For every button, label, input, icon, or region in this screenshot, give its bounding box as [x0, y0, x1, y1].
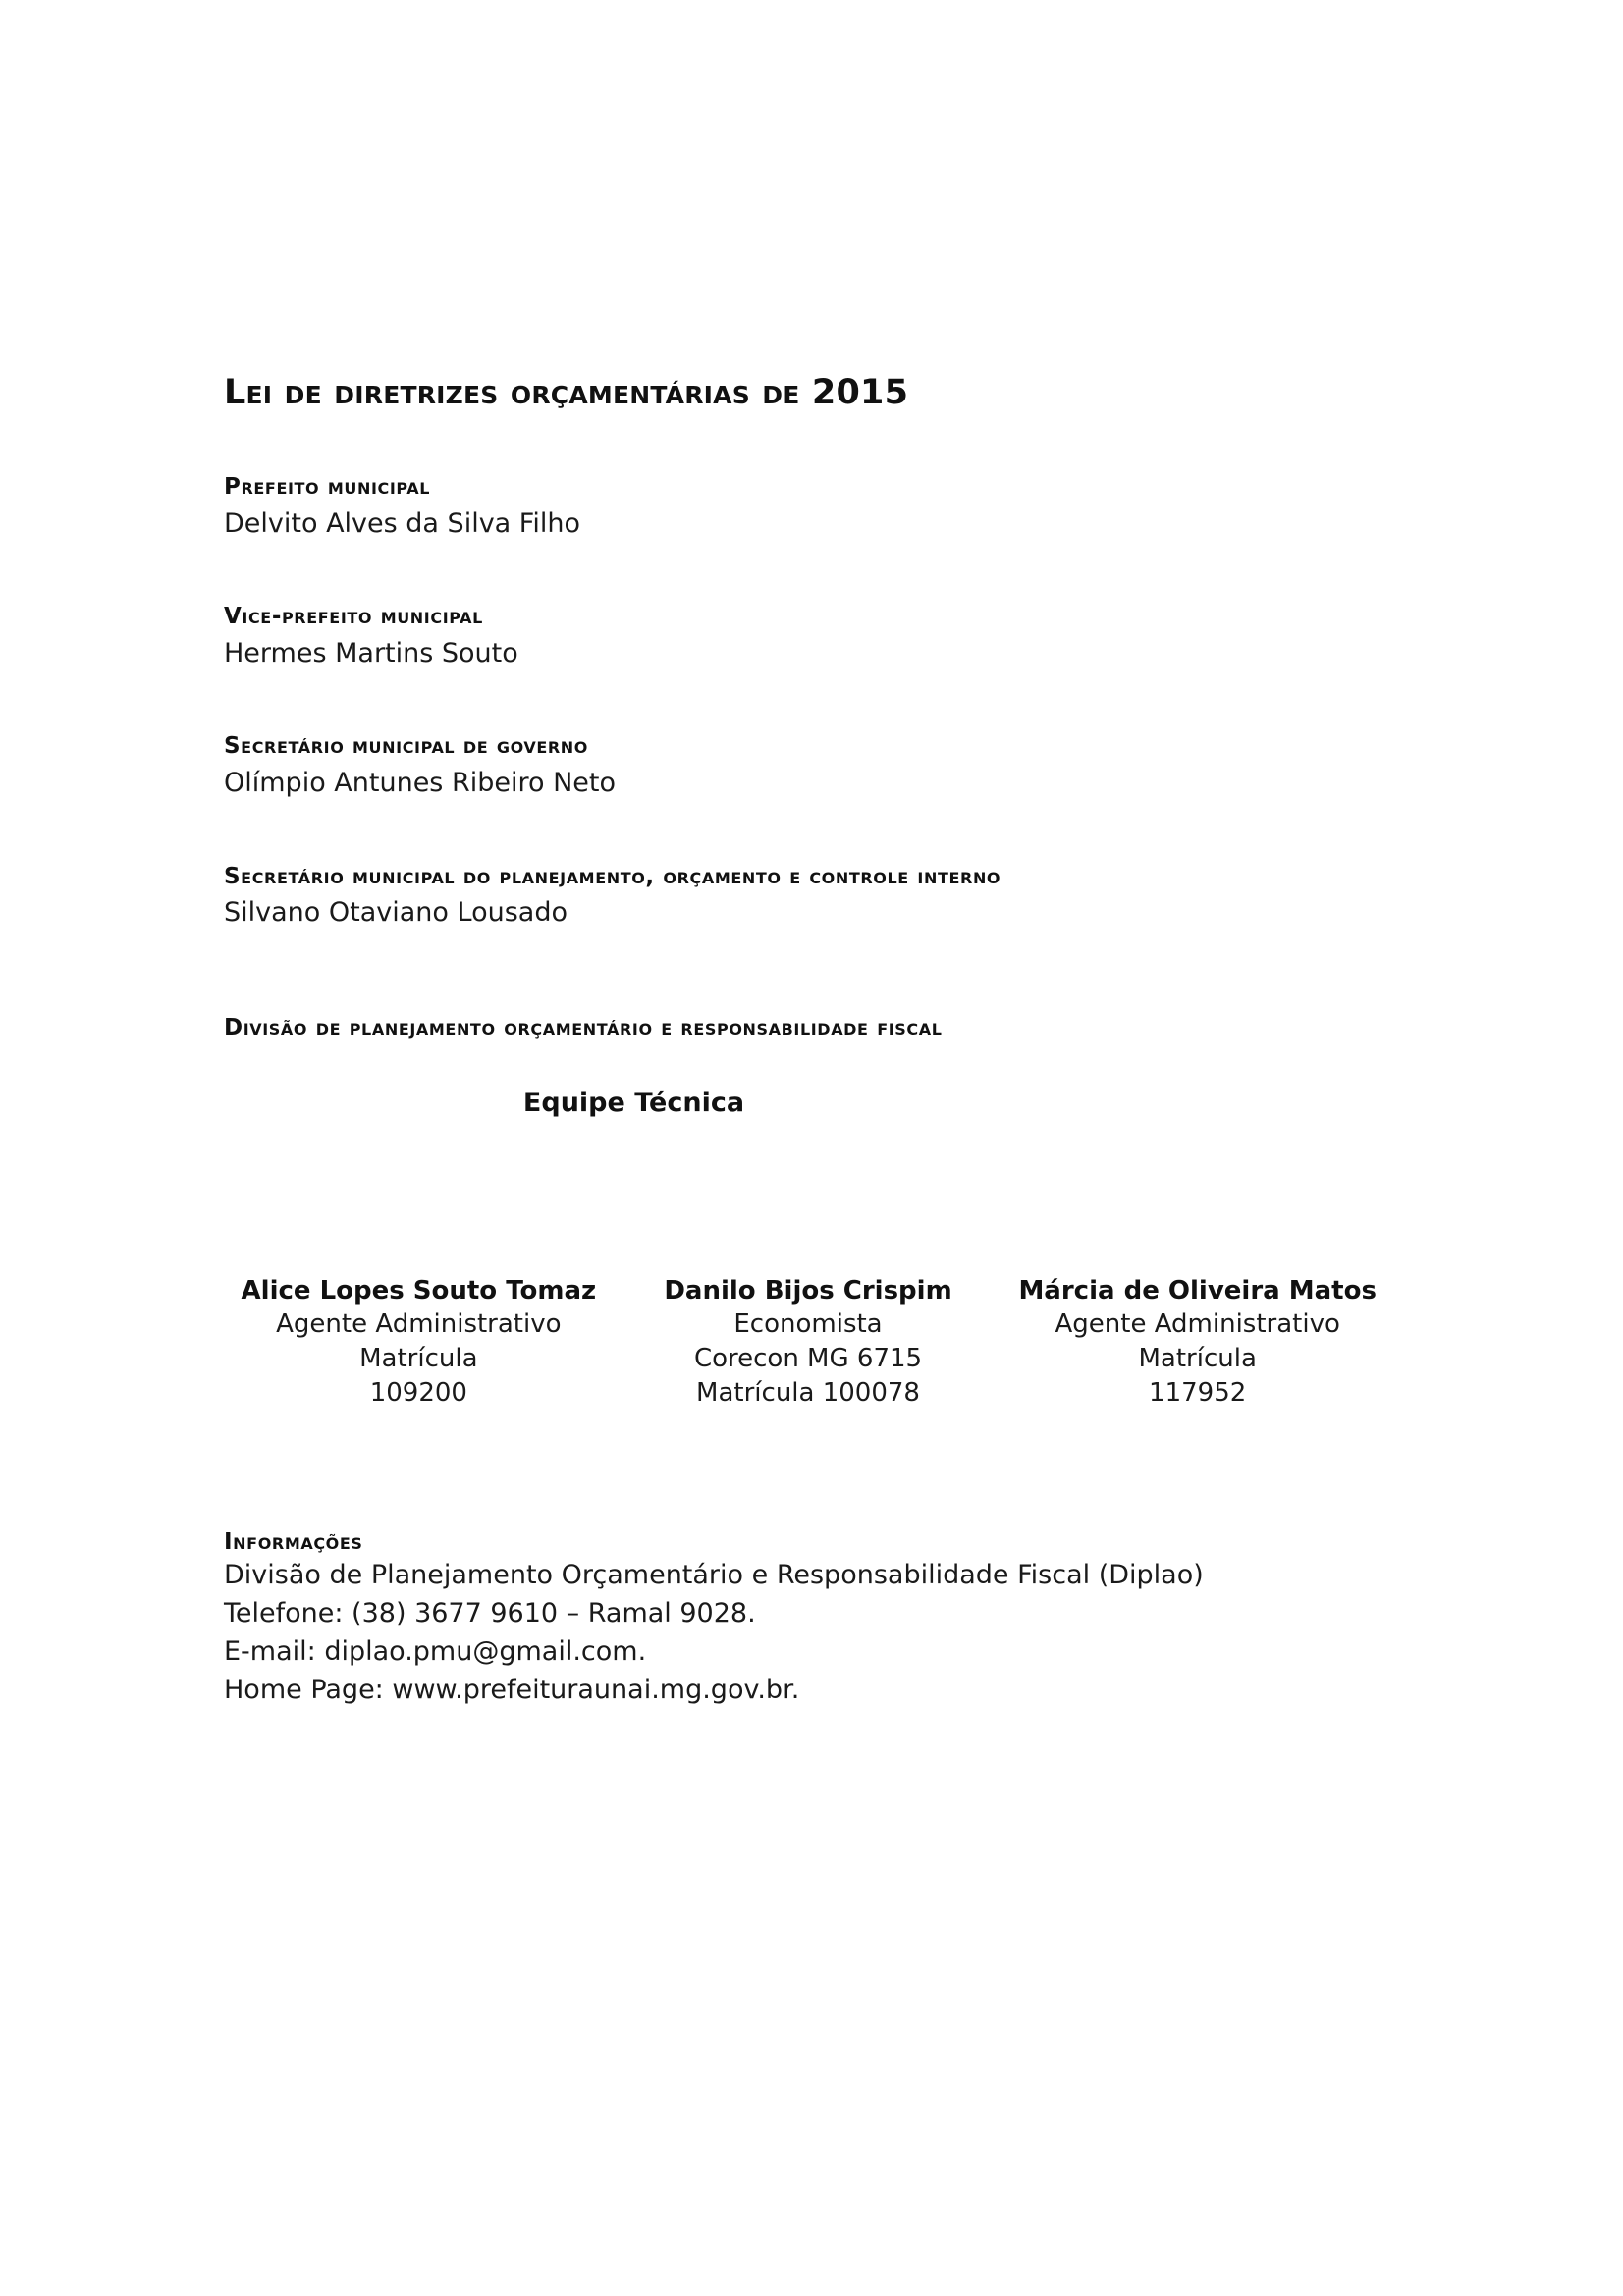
division-heading: Divisão de planejamento orçamentário e responsabilidade fiscal: [224, 1014, 943, 1041]
information-email: E-mail: diplao.pmu@gmail.com.: [224, 1636, 647, 1668]
team-member-registration-label: Matrícula: [359, 1344, 478, 1374]
official-entry-secretario-governo: [224, 732, 1402, 801]
official-role: Prefeito municipal: [224, 474, 431, 500]
team-member-registration-label: Matrícula: [1138, 1344, 1257, 1374]
team-member-registration-label: Corecon MG 6715: [693, 1344, 923, 1374]
information-phone: Telefone: (38) 3677 9610 – Ramal 9028.: [224, 1597, 756, 1629]
official-name: Silvano Otaviano Lousado: [224, 897, 568, 929]
team-member-name: Alice Lopes Souto Tomaz: [241, 1275, 597, 1306]
team-member: [224, 1275, 614, 1412]
information-section: [224, 1529, 1402, 1709]
official-entry-vice-prefeito: [224, 603, 1402, 671]
information-homepage: Home Page: www.prefeituraunai.mg.gov.br.: [224, 1675, 800, 1706]
official-role: Secretário municipal de governo: [224, 733, 588, 760]
team-label: Equipe Técnica: [522, 1087, 745, 1118]
document-content: [224, 373, 1402, 1709]
page-title: Lei de diretrizes orçamentárias de 2015: [224, 373, 909, 412]
official-entry-prefeito: [224, 473, 1402, 542]
team-member-registration-number: 117952: [1149, 1378, 1247, 1409]
official-name: Olímpio Antunes Ribeiro Neto: [224, 768, 616, 799]
team-member: [614, 1275, 1003, 1412]
team-member-name: Danilo Bijos Crispim: [664, 1275, 952, 1306]
information-heading: Informações: [224, 1528, 363, 1555]
team-member-registration-number: Matrícula 100078: [696, 1378, 920, 1409]
official-name: Hermes Martins Souto: [224, 637, 518, 668]
team-member-registration-number: 109200: [369, 1378, 467, 1409]
official-name: Delvito Alves da Silva Filho: [224, 507, 580, 539]
team-member: [1002, 1275, 1392, 1412]
team-member-role: Agente Administrativo: [276, 1309, 562, 1340]
team-member-role: Agente Administrativo: [1055, 1309, 1340, 1340]
team-member-name: Márcia de Oliveira Matos: [1018, 1275, 1377, 1306]
division-section: [224, 1014, 1402, 1118]
official-entry-secretario-planejamento: [224, 863, 1402, 932]
information-division: Divisão de Planejamento Orçamentário e Responsabilidade Fiscal (Diplao): [224, 1559, 1204, 1590]
team-list: [224, 1275, 1392, 1412]
official-role: Vice-prefeito municipal: [224, 604, 483, 630]
team-member-role: Economista: [733, 1309, 883, 1340]
official-role: Secretário municipal do planejamento, orçamento e controle interno: [224, 863, 1001, 889]
